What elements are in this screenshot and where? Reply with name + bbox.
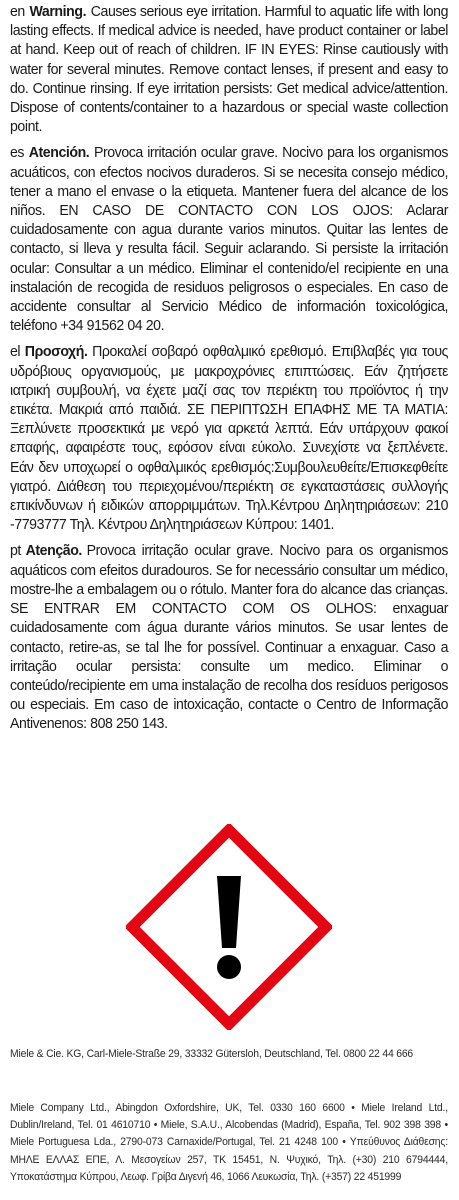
statement-es [10,143,448,335]
ghs07-exclamation-mark-icon [126,824,332,1030]
statement-el [10,342,448,534]
statement-pt [10,541,448,733]
distributor-addresses [10,1100,448,1186]
statement-text: Provoca irritación ocular grave. Nocivo para los organismos acuáticos, con efectos nocivos duraderos. Si se necesita consejo médico, tener a mano el envase o la etiqueta. Mantener fuera del alcance de los niños. EN CASO DE CONTACTO CON LOS OJOS: Aclarar cuidadosamente con agua durante varios minutos. Quitar las lentes de contacto, si lleva y resulta fácil. Seguir aclarando. Si persiste la irritación ocular: Consultar a un médico. Eliminar el contenido/el recipiente en una instalación de recogida de residuos peligrosos o especiales. En caso de accidente consultar al Servicio Médico de información toxicológica, teléfono +34 91562 04 20. [10,144,449,335]
language-code: en [10,3,25,20]
language-code: el [10,343,21,361]
signal-word: Warning. [29,3,87,20]
distributor-text: Miele Company Ltd., Abingdon Oxfordshire, UK, Tel. 0330 160 6600 • Miele Ireland Ltd., Dublin/Ireland, Tel. 01 4610710 • Miele, S.A.U., Alcobendas (Madrid), España, Tel. 902 398 398 • Miele Portuguesa Lda., 2790-073 Carnaxide/Portugal, Tel. 21 4248 100 • Υπεύθυνος Διάθεσης: ΜΗΛΕ ΕΛΛΑΣ ΕΠΕ, Λ. Μεσογείων 257, ΤΚ 15451, Ν. Ψυχικό, Τηλ. (+30) 210 6794444, Υποκατάστημα Κύπρου, Λεωφ. Γρίβα Διγενή 46, 1066 Λευκωσία, Τηλ. (+357) 22 451999 [10,1102,448,1183]
signal-word: Atenção. [25,542,82,560]
statement-text: Causes serious eye irritation. Harmful to aquatic life with long lasting effects. If medical advice is needed, have product container or label at hand. Keep out of reach of children. IF IN EYES: Rinse cautiously with water for several minutes. Remove contact lenses, if present and easy to do. Continue rinsing. If eye irritation persists: Get medical advice/attention. Dispose of contents/container to a hazardous or special waste collection point. [10,3,449,136]
statement-text: Προκαλεί σοβαρό οφθαλμικό ερεθισμό. Επιβλαβές για τους υδρόβιους οργανισμούς, με μακροχρόνιες επιπτώσεις. Εάν ζητήσετε ιατρική συμβουλή, να έχετε μαζί σας τον περιέκτη του προϊόντος ή την ετικέτα. Μακριά από παιδιά. ΣΕ ΠΕΡΙΠΤΩΣΗ ΕΠΑΦΗΣ ΜΕ ΤΑ ΜΑΤΙΑ: Ξεπλύνετε προσεκτικά με νερό για αρκετά λεπτά. Εάν υπάρχουν φακοί επαφής, αφαιρέστε τους, εφόσον είναι εύκολο. Συνεχίστε να ξεπλένετε. Εάν δεν υποχωρεί ο οφθαλμικός ερεθισμός:Συμβουλευθείτε/Επισκεφθείτε γιατρό. Διάθεση του περιεχομένου/περιέκτη σε εγκαταστάσεις συλλογής επικίνδυνων ή ειδικών απορριμμάτων. Τηλ.Κέντρου Δηλητηριάσεων: 210 -7793777 Τηλ. Κέντρου Δηλητηριάσεων Κύπρου: 1401. [10,343,449,534]
language-code: es [10,144,25,162]
statement-text: Provoca irritação ocular grave. Nocivo para os organismos aquáticos com efeitos duradouros. Se for necessário consultar um médico, mostre-lhe a embalagem ou o rótulo. Manter fora do alcance das crianças. SE ENTRAR EM CONTACTO COM OS OLHOS: enxaguar cuidadosamente com água durante vários minutos. Se usar lentes de contacto, retire-as, se tal lhe for possível. Continuar a enxaguar. Caso a irritação ocular persista: consulte um medico. Eliminar o conteúdo/recipiente em uma instalação de recolha dos resíduos perigosos ou especiais. Em caso de intoxicação, contacte o Centro de Informação Antivenenos: 808 250 143. [10,542,449,733]
hazard-statements [10,2,448,741]
statement-en [10,2,448,136]
language-code: pt [10,542,21,560]
manufacturer-text: Miele & Cie. KG, Carl-Miele-Straße 29, 33332 Gütersloh, Deutschland, Tel. 0800 22 44 666 [10,1048,414,1060]
signal-word: Προσοχή. [24,343,88,361]
manufacturer-address [10,1046,413,1063]
signal-word: Atención. [28,144,90,162]
